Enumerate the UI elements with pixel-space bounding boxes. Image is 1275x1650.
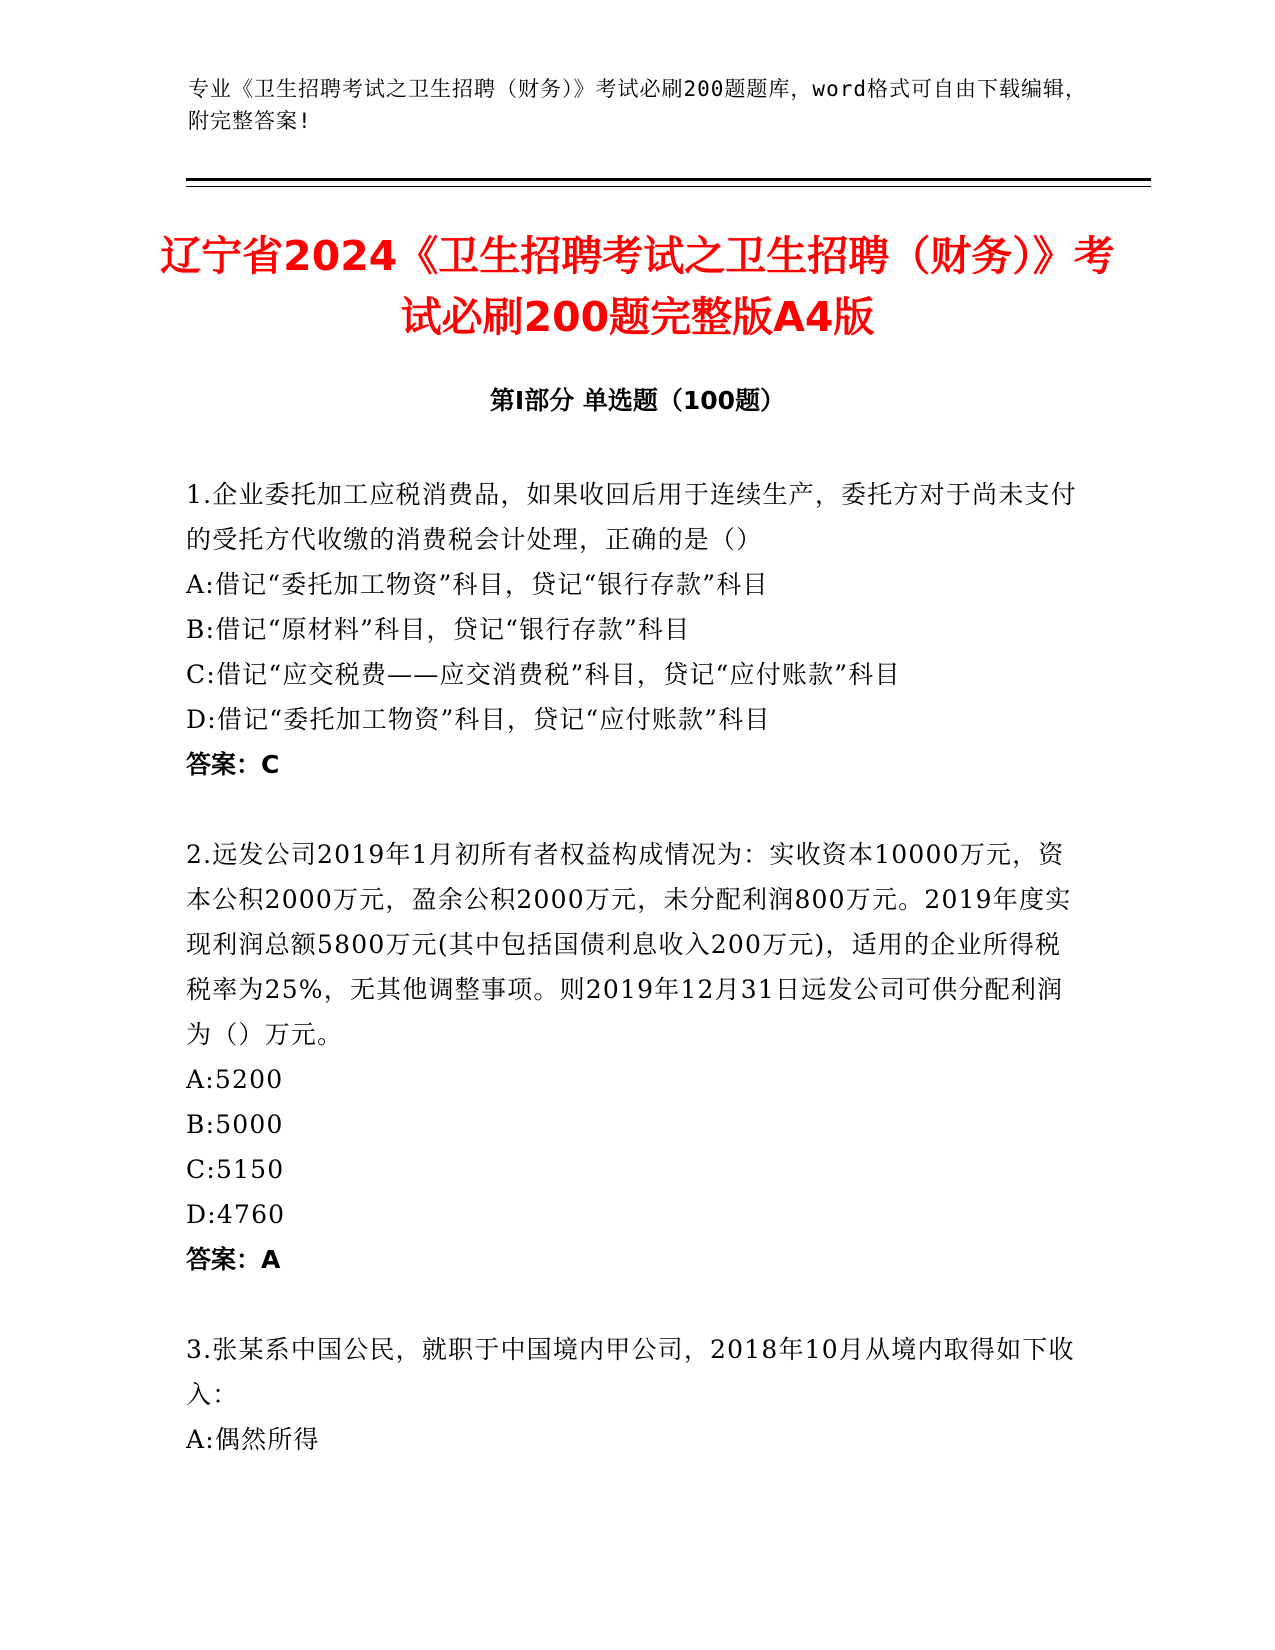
option-a: A:5200 xyxy=(186,1065,284,1094)
answer: 答案：C xyxy=(186,750,280,779)
question-stem: 2.远发公司2019年1月初所有者权益构成情况为：实收资本10000万元，资本公积2000万元，盈余公积2000万元，未分配利润800万元。2019年度实现利润总额5800万元(其中包括国债利息收入200万元)，适用的企业所得税税率为25%，无其他调整事项。则2019年12月31日远发公司可供分配利润为（）万元。 xyxy=(186,840,1072,1049)
header-divider-thick xyxy=(186,178,1151,181)
section-title: 第I部分 单选题（100题） xyxy=(489,386,786,415)
question-2 xyxy=(186,832,1086,1282)
question-list xyxy=(186,472,1086,1507)
option-d: D:4760 xyxy=(186,1200,286,1229)
document-title: 辽宁省2024《卫生招聘考试之卫生招聘（财务）》考试必刷200题完整版A4版 xyxy=(160,232,1115,341)
option-b: B:借记“原材料”科目，贷记“银行存款”科目 xyxy=(186,615,691,644)
option-c: C:5150 xyxy=(186,1155,285,1184)
question-stem: 1.企业委托加工应税消费品，如果收回后用于连续生产，委托方对于尚未支付的受托方代收缴的消费税会计处理，正确的是（） xyxy=(186,480,1077,554)
question-stem: 3.张某系中国公民，就职于中国境内甲公司，2018年10月从境内取得如下收入： xyxy=(186,1335,1075,1409)
header-divider-thin xyxy=(186,186,1151,187)
header-note: 专业《卫生招聘考试之卫生招聘（财务）》考试必刷200题题库，word格式可自由下载编辑，附完整答案! xyxy=(188,77,1087,133)
question-3 xyxy=(186,1327,1086,1462)
option-b: B:5000 xyxy=(186,1110,284,1139)
option-a: A:借记“委托加工物资”科目，贷记“银行存款”科目 xyxy=(186,570,769,599)
option-a: A:偶然所得 xyxy=(186,1425,320,1454)
question-1 xyxy=(186,472,1086,787)
option-c: C:借记“应交税费——应交消费税”科目，贷记“应付账款”科目 xyxy=(186,660,901,689)
option-d: D:借记“委托加工物资”科目，贷记“应付账款”科目 xyxy=(186,705,771,734)
answer: 答案：A xyxy=(186,1245,281,1274)
